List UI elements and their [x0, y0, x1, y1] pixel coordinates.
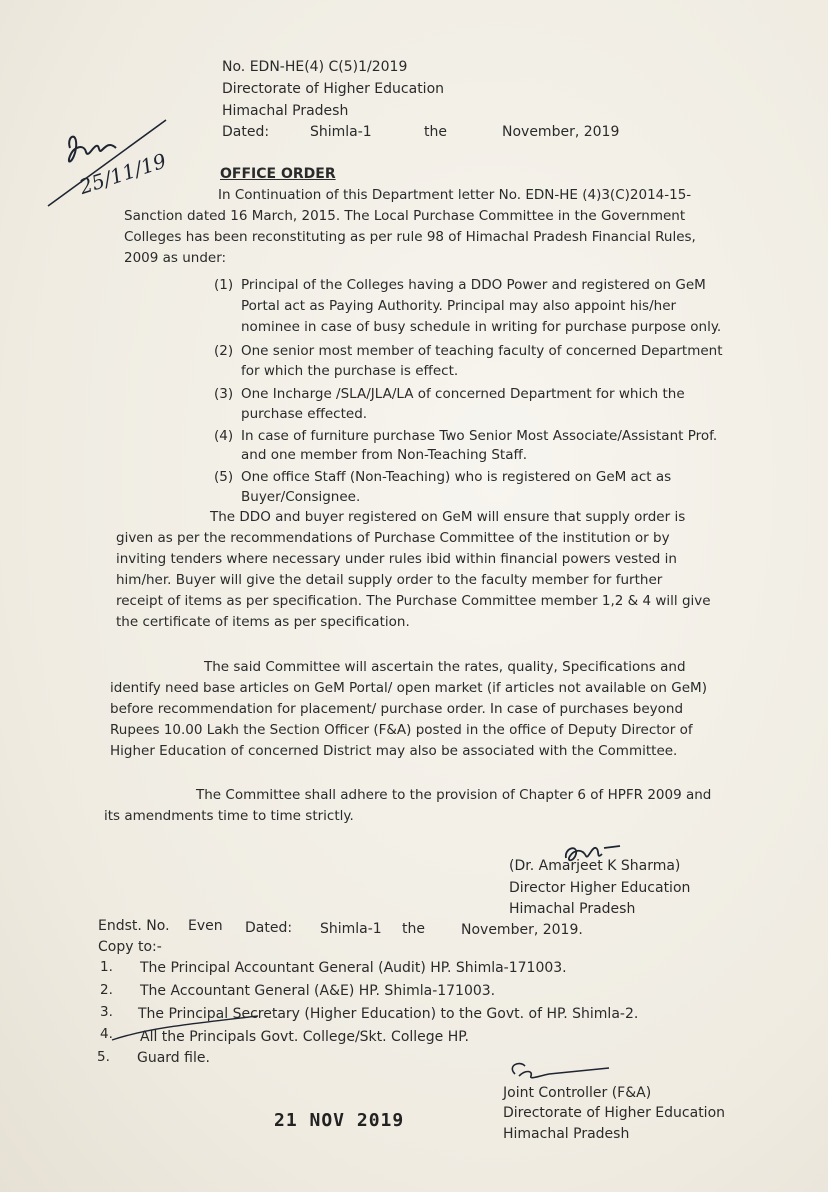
para3-line-4: Rupees 10.00 Lakh the Section Officer (F&A) posted in the office of Deputy Director of	[110, 722, 693, 738]
intro-line-3: Colleges has been reconstituting as per rule 98 of Himachal Pradesh Financial Rules,	[124, 229, 696, 245]
intro-line-4: 2009 as under:	[124, 250, 227, 266]
para2-line-5: receipt of items as per specification. The Purchase Committee member 1,2 & 4 will give	[116, 593, 711, 609]
para4-line-2: its amendments time to time strictly.	[104, 808, 354, 824]
director-name: (Dr. Amarjeet K Sharma)	[509, 858, 681, 874]
copy-number: 2.	[100, 982, 113, 998]
reference-number: No. EDN-HE(4) C(5)1/2019	[222, 59, 408, 75]
copy-recipient: Guard file.	[137, 1050, 210, 1066]
joint-controller-state: Himachal Pradesh	[503, 1126, 630, 1142]
para2-line-3: inviting tenders where necessary under rules ibid within financial powers vested in	[116, 551, 677, 567]
endst-even: Even	[188, 918, 223, 934]
joint-controller-office: Directorate of Higher Education	[503, 1105, 726, 1121]
copy-recipient: The Principal Accountant General (Audit) HP. Shimla-171003.	[140, 960, 567, 976]
para4-line-1: The Committee shall adhere to the provision of Chapter 6 of HPFR 2009 and	[196, 787, 712, 803]
dated-month-year: November, 2019	[502, 124, 620, 140]
handwritten-date: 25/11/19	[76, 148, 170, 200]
director-designation: Director Higher Education	[509, 880, 691, 896]
copy-number: 3.	[100, 1004, 113, 1020]
copy-number: 1.	[100, 959, 113, 975]
issuing-office: Directorate of Higher Education	[222, 81, 445, 97]
director-state: Himachal Pradesh	[509, 901, 636, 917]
handwritten-initials	[40, 118, 180, 208]
endst-place: Shimla-1	[320, 921, 382, 937]
para2-line-1: The DDO and buyer registered on GeM will ensure that supply order is	[210, 509, 686, 525]
endst-the: the	[402, 921, 425, 937]
copy-recipient: The Principal Secretary (Higher Education) to the Govt. of HP. Shimla-2.	[138, 1006, 639, 1022]
dated-label: Dated:	[222, 124, 270, 140]
intro-line-1: In Continuation of this Department letter No. EDN-HE (4)3(C)2014-15-	[218, 187, 692, 203]
date-stamp: 21 NOV 2019	[274, 1110, 405, 1131]
document-page: No. EDN-HE(4) C(5)1/2019 Directorate of Higher Education Himachal Pradesh Dated: Shimla-1 the November, 2019 25/11/19 OFFICE ORDER In Continuation of this Department letter No. EDN-HE (4)3(C)2014-15- Sanction dated 16 March, 2015. The Local Purchase Committee in the Government Colleges has been reconstituting as per rule 98 of Himachal Pradesh Financial Rules, 2009 as under: (1) Principal of the Colleges having a DDO Power and registered on GeM Portal act as Paying Authority. Principal may also appoint his/her nominee in case of busy schedule in writing for purchase purpose only. (2) One senior most member of teaching faculty of concerned Department for which the purchase is effect. (3) One Incharge /SLA/JLA/LA of concerned Department for which the purchase effected. (4) In case of furniture purchase Two Senior Most Associate/Assistant Prof. and one member from Non-Teaching Staff. (5) One office Staff (Non-Teaching) who is registered on GeM act as Buyer/Consignee. The DDO and buyer registered on GeM will ensure that supply order is given as per the recommendations of Purchase Committee of the institution or by inviting tenders where necessary under rules ibid within financial powers vested in him/her. Buyer will give the detail supply order to the faculty member for further receipt of items as per specification. The Purchase Committee member 1,2 & 4 will give the certificate of items as per specification. The said Committee will ascertain the rates, quality, Specifications and identify need base articles on GeM Portal/ open market (if articles not available on GeM) before recommendation for placement/ purchase order. In case of purchases beyond Rupees 10.00 Lakh the Section Officer (F&A) posted in the office of Deputy Director of Higher Education of concerned District may also be associated with the Committee. The Committee shall adhere to the provision of Chapter 6 of HPFR 2009 and its amendments time to time strictly. (Dr. Amarjeet K Sharma) Director Higher Education Himachal Pradesh Endst. No. Even Dated: Shimla-1 the November, 2019. Copy to:- 1. The Principal Accountant General (Audit) HP. Shimla-171003. 2. The Accountant General (A&E) HP. Shimla-171003. 3. The Principal Secretary (Higher Education) to the Govt. of HP. Shimla-2. 4. All the Principals Govt. College/Skt. College HP. 5. Guard file. Joint Controller (F&A) Directorate of Higher Education Himachal Pradesh 21 NOV 2019	[0, 0, 828, 1192]
copy-recipient: All the Principals Govt. College/Skt. College HP.	[140, 1029, 469, 1045]
dated-place: Shimla-1	[310, 124, 372, 140]
para2-line-2: given as per the recommendations of Purchase Committee of the institution or by	[116, 530, 670, 546]
pen-strike-mark	[108, 1014, 268, 1044]
order-title: OFFICE ORDER	[220, 166, 336, 182]
copy-to-label: Copy to:-	[98, 939, 162, 955]
dated-the: the	[424, 124, 447, 140]
para3-line-2: identify need base articles on GeM Portal/ open market (if articles not available on GeM)	[110, 680, 707, 696]
copy-recipient: The Accountant General (A&E) HP. Shimla-171003.	[140, 983, 496, 999]
intro-line-2: Sanction dated 16 March, 2015. The Local Purchase Committee in the Government	[124, 208, 686, 224]
para2-line-4: him/her. Buyer will give the detail supply order to the faculty member for further	[116, 572, 663, 588]
para3-line-1: The said Committee will ascertain the rates, quality, Specifications and	[204, 659, 686, 675]
copy-number: 5.	[97, 1049, 110, 1065]
para2-line-6: the certificate of items as per specification.	[116, 614, 410, 630]
endst-dated-label: Dated:	[245, 920, 293, 936]
copy-number: 4.	[100, 1026, 113, 1042]
endst-no: Endst. No.	[98, 918, 170, 934]
signature-joint-controller	[505, 1058, 615, 1084]
para3-line-5: Higher Education of concerned District may also be associated with the Committee.	[110, 743, 678, 759]
endst-month-year: November, 2019.	[461, 922, 583, 938]
issuing-state: Himachal Pradesh	[222, 103, 349, 119]
joint-controller-designation: Joint Controller (F&A)	[503, 1085, 652, 1101]
para3-line-3: before recommendation for placement/ purchase order. In case of purchases beyond	[110, 701, 684, 717]
